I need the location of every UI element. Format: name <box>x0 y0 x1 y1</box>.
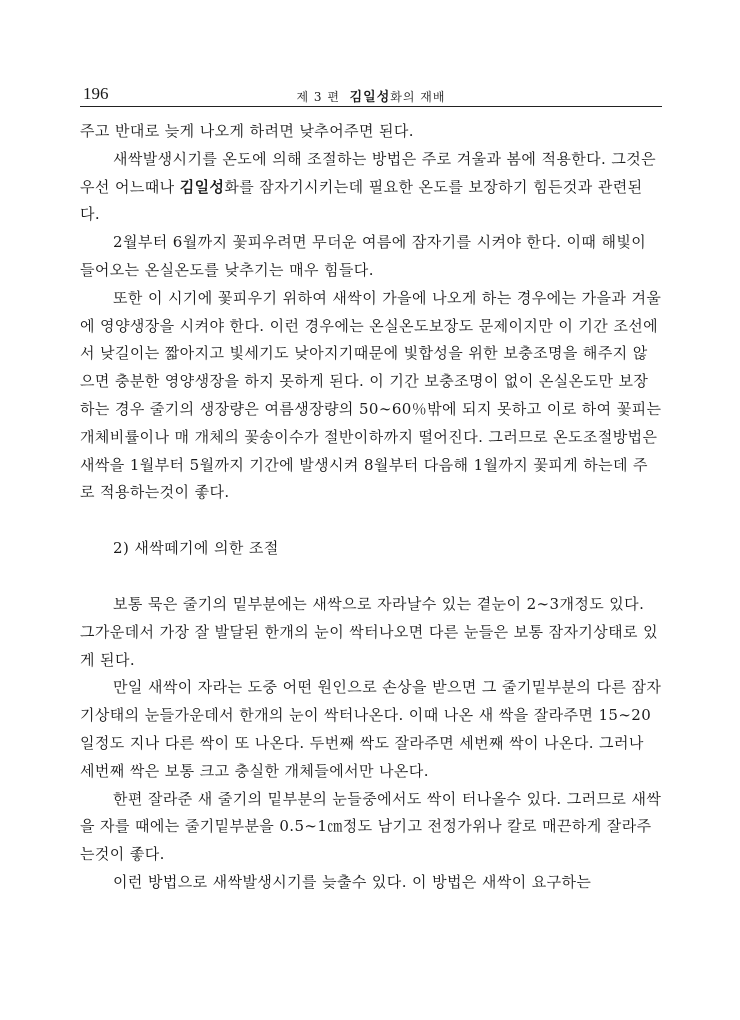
page-header <box>80 80 662 107</box>
page-number: 196 <box>83 84 109 103</box>
section-subheading: 2) 새싹떼기에 의한 조절 <box>113 539 279 558</box>
paragraph: 한편 잘라준 새 줄기의 밑부분의 눈들중에서도 싹이 터나올수 있다. 그러므로 새싹을 자를 때에는 줄기밑부분을 0.5∼1㎝정도 남기고 전정가위나 칼로 매끈하게 잘라주는것이 좋다. <box>80 789 662 864</box>
body-text <box>80 118 662 897</box>
title-rest: 화의 재배 <box>390 90 446 104</box>
running-title <box>80 86 662 105</box>
paragraph: 새싹발생시기를 온도에 의해 조절하는 방법은 주로 겨울과 봄에 적용한다. 그것은 우선 어느때나 김일성화를 잠자기시키는데 필요한 온도를 보장하기 힘든것과 관련된다. <box>80 149 657 224</box>
paragraph: 이런 방법으로 새싹발생시기를 늦출수 있다. 이 방법은 새싹이 요구하는 <box>113 872 592 891</box>
paragraph: 만일 새싹이 자라는 도중 어떤 원인으로 손상을 받으면 그 줄기밑부분의 다른 잠자기상태의 눈들가운데서 한개의 눈이 싹터나온다. 이때 나온 새 싹을 잘라주면 15∼20일정도 지나 다른 싹이 또 나온다. 두번째 싹도 잘라주면 세번째 싹이 나온다. 그러나 세번째 싹은 보통 크고 충실한 개체들에서만 나온다. <box>80 678 662 780</box>
paragraph: 보통 묵은 줄기의 밑부분에는 새싹으로 자라날수 있는 곁눈이 2∼3개정도 있다. 그가운데서 가장 잘 발달된 한개의 눈이 싹터나오면 다른 눈들은 보통 잠자기상태로 있게 된다. <box>80 594 659 669</box>
section-label: 제 3 편 <box>296 90 340 104</box>
paragraph: 또한 이 시기에 꽃피우기 위하여 새싹이 가을에 나오게 하는 경우에는 가을과 겨울에 영양생장을 시켜야 한다. 이런 경우에는 온실온도보장도 문제이지만 이 기간 조선에서 낮길이는 짧아지고 빛세기도 낮아지기때문에 빛합성을 위한 보충조명을 해주지 않으면 충분한 영양생장을 하지 못하게 된다. 이 기간 보충조명이 없이 온실온도만 보장하는 경우 줄기의 생장량은 여름생장량의 50∼60％밖에 되지 못하고 이로 하여 꽃피는 개체비률이나 매 개체의 꽃송이수가 절반이하까지 떨어진다. 그러므로 온도조절방법은 새싹을 1월부터 5월까지 기간에 발생시켜 8월부터 다음해 1월까지 꽃피게 하는데 주로 적용하는것이 좋다. <box>80 288 662 502</box>
paragraph: 주고 반대로 늦게 나오게 하려면 낮추어주면 된다. <box>80 122 414 140</box>
paragraph: 2월부터 6월까지 꽃피우려면 무더운 여름에 잠자기를 시켜야 한다. 이때 해빛이 들어오는 온실온도를 낮추기는 매우 힘들다. <box>80 233 647 279</box>
leader-name-inline: 김일성 <box>179 177 225 196</box>
leader-name: 김일성 <box>349 90 391 105</box>
